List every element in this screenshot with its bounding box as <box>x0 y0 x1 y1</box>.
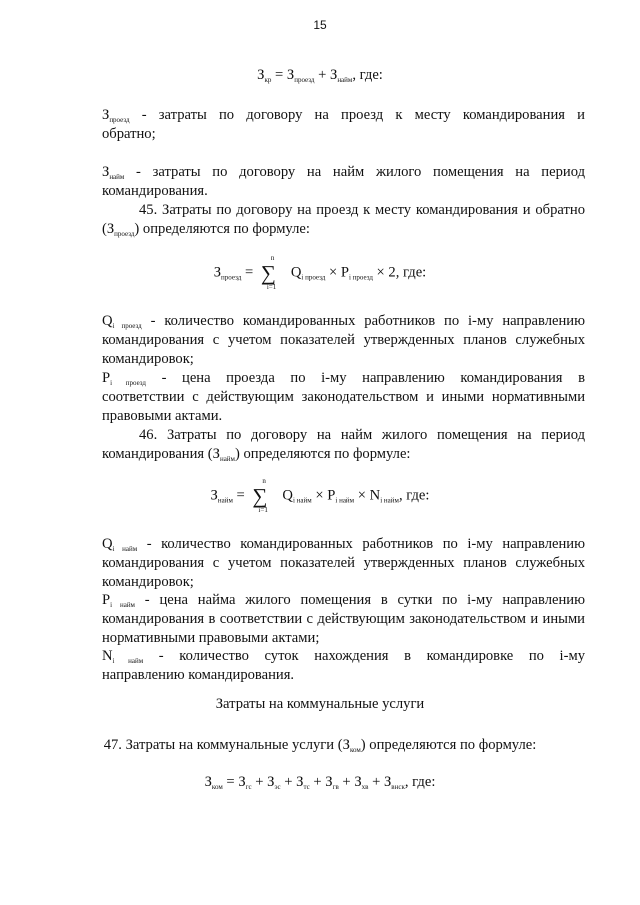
definition-proezd: $З_{проезд}$ - затраты по договору на проезд к месту командирования и обратно; <box>102 107 585 142</box>
paragraph-46: 46. Затраты по договору на найм жилого помещения на период командирования $(З_{найм})$ определяются по формуле: <box>102 427 585 463</box>
definition-q-naim: $Q_{i найм}$ - количество командированных работников по i-му направлению командирования с учетом показателей утвержденных планов служебных командировок; <box>102 536 585 590</box>
definition-naim: $З_{найм}$ - затраты по договору на найм жилого помещения на период командирования. <box>102 164 585 199</box>
paragraph-45: 45. Затраты по договору на проезд к месту командирования и обратно $(З_{проезд})$ определяются по формуле: <box>102 202 585 238</box>
definition-p-proezd: $P_{i проезд}$ - цена проезда по i-му направлению командирования в соответствии с действующим законодательством и иными нормативными правовыми актами. <box>102 370 585 424</box>
paragraph-47: 47. Затраты на коммунальные услуги $(З_{ком})$ определяются по формуле: <box>103 737 537 754</box>
formula-naim: $З_{найм}$ = n ∑ i=1 $Q_{i найм} \times P_{i найм} \times N_{i найм}$, где: <box>210 477 430 514</box>
page-number: 15 <box>313 18 327 32</box>
formula-utilities: $З_{ком} = З_{гс} + З_{эс} + З_{тс} + З_{гв} + З_{хв} + З_{внск}$, где: <box>204 774 436 791</box>
definition-q-proezd: $Q_{i проезд}$ - количество командированных работников по i-му направлению командирования с учетом показателей утвержденных планов служебных командировок; <box>102 313 585 367</box>
formula-travel-total: $З_{кр} = З_{проезд} + З_{найм}$, где: <box>257 67 383 84</box>
sum-symbol: n ∑ i=1 <box>252 477 268 514</box>
section-heading: Затраты на коммунальные услуги <box>215 696 425 712</box>
formula-proezd: $З_{проезд}$ = n ∑ i=1 $Q_{i проезд} \times P_{i проезд} \times 2$, где: <box>213 254 427 291</box>
sum-symbol: n ∑ i=1 <box>260 254 277 291</box>
definition-n-naim: $N_{i найм}$ - количество суток нахождения в командировке по i-му направлению командирования. <box>102 648 585 683</box>
definition-p-naim: $P_{i найм}$ - цена найма жилого помещения в сутки по i-му направлению командирования в соответствии с действующим законодательством и иными нормативными правовыми актами; <box>102 592 585 646</box>
